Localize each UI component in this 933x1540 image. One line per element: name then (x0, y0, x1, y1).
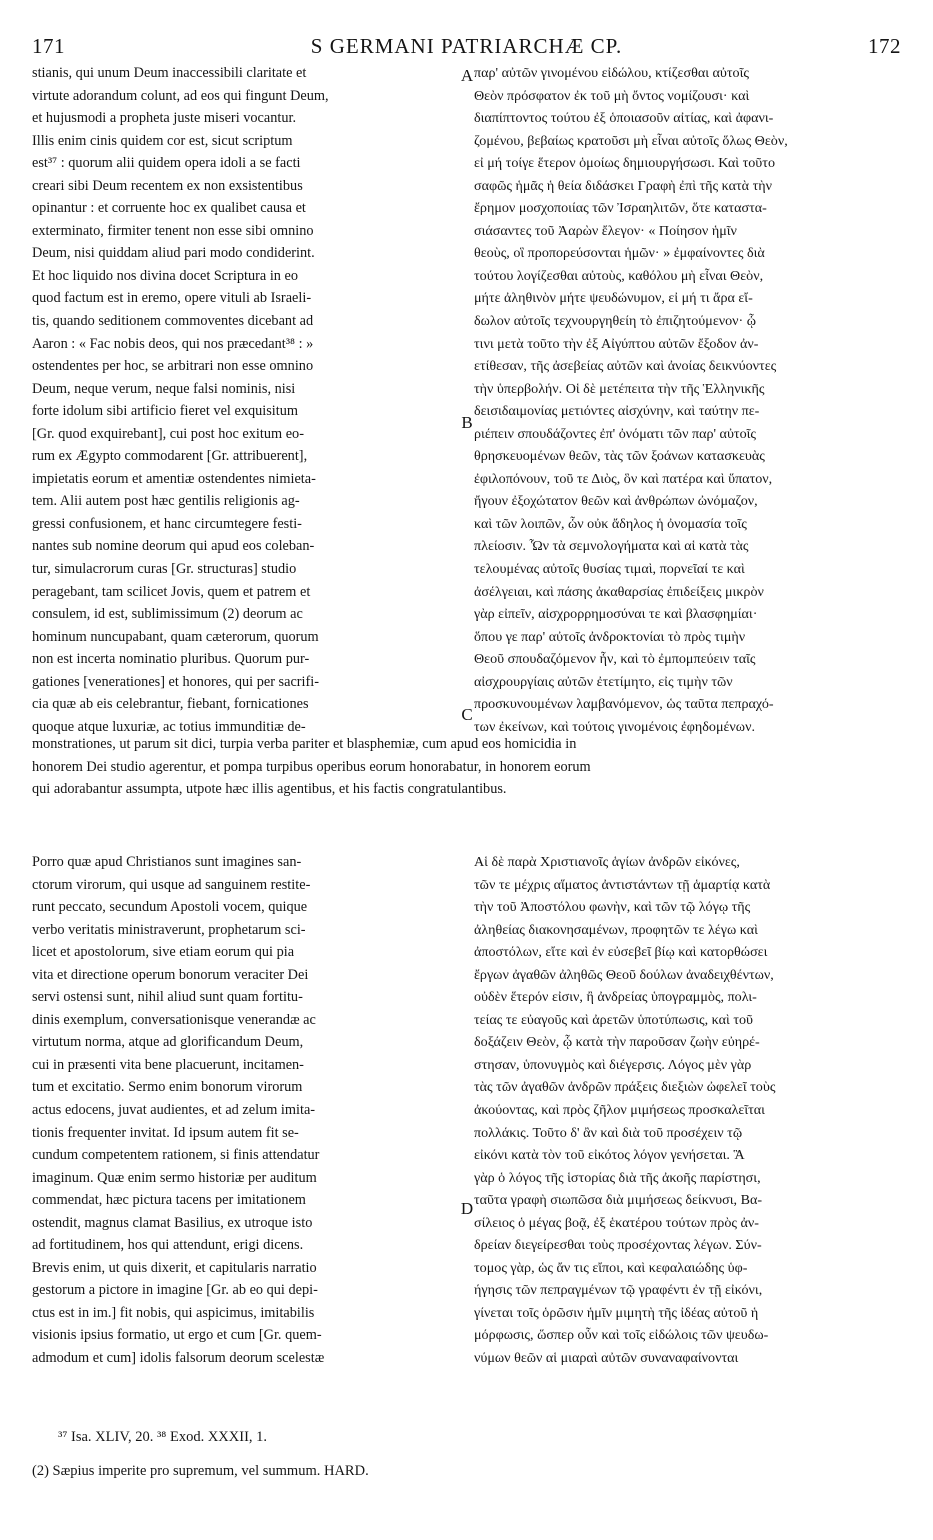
latin-line: quoque atque luxuriæ, ac totius immunditiæ de- (32, 718, 306, 735)
latin-line: virtutum norma, atque ad glorificandum Deum, (32, 1034, 304, 1051)
latin-line: creari sibi Deum recentem ex non exsistentibus (32, 177, 303, 194)
greek-line: αἰσχρουργίαις αὐτῶν ἐτετίμητο, εἰς τιμὴν τῶν (474, 673, 733, 690)
latin-line: opinantur : et corruente hoc ex qualibet causa et (32, 200, 306, 217)
latin-line: runt peccato, secundum Apostoli vocem, quique (32, 899, 308, 916)
greek-line: τείας τε εὐαγοῦς καὶ ἀρετῶν ὑποτύπωσις, καὶ τοῦ (474, 1011, 754, 1028)
latin-line: stianis, qui unum Deum inaccessibili claritate et (32, 65, 307, 81)
latin-line: tionis frequenter invitat. Id ipsum autem fit se- (32, 1124, 299, 1141)
latin-line: gressi confusionem, et hanc circumtegere festi- (32, 515, 302, 532)
page-number-right: 172 (868, 34, 901, 58)
greek-line: γίνεται τοῖς ὁρῶσιν ἡμῖν μιμητὴ τῆς ἰδέας αὐτοῦ ἡ (474, 1304, 759, 1321)
latin-line: ad fortitudinem, hos qui attendunt, erigi dicens. (32, 1237, 304, 1254)
greek-line: δρείαν διεγείρεσθαι τοὺς προσέχοντας λέγων. Σύν- (474, 1237, 762, 1254)
greek-line: των ἐκείνων, καὶ τούτοις γινομένοις ἐφηδομένων. (474, 718, 755, 735)
greek-line: ἀποστόλων, εἴτε καὶ ἐν εὐσεβεῖ βίῳ καὶ κατορθώσει (474, 944, 768, 961)
latin-line: admodum et cum] idolis falsorum deorum scelestæ (32, 1350, 325, 1367)
latin-line: Brevis enim, ut quis dixerit, et capitularis narratio (32, 1259, 317, 1276)
margin-letter-d: D (460, 1199, 474, 1218)
latin-line: tur, simulacrorum curas [Gr. structuras] studio (32, 561, 297, 578)
latin-line: commendat, hæc pictura tacens per imitationem (32, 1192, 306, 1209)
greek-line: γὰρ ὁ λόγος τῆς ἱστορίας διὰ τῆς ἀκοῆς παρίστησι, (474, 1169, 761, 1186)
greek-line: ἤγουν ἐξοχώτατον θεῶν καὶ ἀνθρώπων ὠνόμαζον, (474, 493, 758, 510)
greek-line: ἔρημον μοσχοποιίας τῶν Ἰσραηλιτῶν, ὅτε καταστα- (474, 200, 767, 217)
latin-line: Et hoc liquido nos divina docet Scriptura in eo (32, 267, 299, 284)
greek-line: διαπίπτοντος τούτου ἐξ ὁποιασοῦν αἰτίας, καὶ ἀφανι- (474, 110, 774, 127)
greek-line: σιάσαντες τοῦ Ἀαρὼν ἔλεγον· « Ποίησον ἡμῖν (474, 222, 737, 239)
latin-line: servi ostensi sunt, nihil aliud sunt quam fortitu- (32, 989, 303, 1006)
latin-line: visionis ipsius formatio, ut ergo et cum [Gr. quem- (32, 1327, 322, 1344)
greek-line: νύμων θεῶν αἱ μιαραὶ αὐτῶν συναναφαίνονται (474, 1350, 739, 1367)
greek-line: δοξάζειν Θεὸν, ᾧ κατὰ τὴν παροῦσαν ζωὴν εὐηρέ- (474, 1034, 760, 1051)
latin-line: verbo veritatis ministraverunt, prophetarum sci- (32, 921, 306, 938)
greek-line: τὴν ὑπερβολήν. Οἱ δὲ μετέπειτα τὴν τῆς Ἑλληνικῆς (474, 380, 765, 397)
latin-line: ctus est in im.] fit nobis, qui aspicimus, imitabilis (32, 1304, 315, 1321)
latin-line: virtute adorandum colunt, ad eos qui fingunt Deum, (32, 87, 329, 104)
latin-fullwidth-lines (32, 733, 901, 801)
greek-line: καὶ τῶν λοιπῶν, ὧν οὐκ ἄδηλος ἡ ὀνομασία τοῖς (474, 515, 747, 532)
page-number-left: 171 (32, 34, 65, 58)
greek-line: προσκυνουμένων λαμβανόμενον, ὡς ταῦτα πεπραχό- (474, 696, 774, 713)
margin-letter-c: C (461, 705, 473, 724)
greek-line: ὅπου γε παρ' αὐτοῖς ἀνδροκτονίαι τὸ πρὸς τιμὴν (474, 628, 746, 645)
latin-line: actus edocens, juvat audientes, et ad zelum imita- (32, 1102, 316, 1119)
greek-column-bottom (474, 851, 900, 1370)
latin-line: forte idolum sibi artificio fieret vel exquisitum (32, 403, 299, 420)
greek-line: σαφῶς ἡμᾶς ἡ θεία διδάσκει Γραφὴ ἐπὶ τῆς κατὰ τὴν (474, 177, 772, 194)
latin-line: dinis exemplum, conversationisque venerandæ ac (32, 1011, 316, 1028)
latin-line: honorem Dei studio agerentur, et pompa turpibus operibus eorum honorabatur, in honorem eorum (32, 758, 591, 775)
greek-line: τὴν τοῦ Ἀποστόλου φωνὴν, καὶ τῶν τῷ λόγῳ τῆς (474, 899, 751, 916)
greek-line: τὰς τῶν ἀγαθῶν ἀνδρῶν πράξεις διεξιὼν ὠφελεῖ τοὺς (474, 1079, 776, 1096)
greek-line: ταῦτα γραφὴ σιωπῶσα διὰ μιμήσεως δείκνυσι, Βα- (474, 1192, 763, 1209)
greek-line: ἀσέλγειαι, καὶ πάσης ἀκαθαρσίας ἐπιδείξεις μικρὸν (474, 583, 764, 600)
latin-line: tem. Alii autem post hæc gentilis religionis ag- (32, 493, 300, 510)
greek-line: οὐδὲν ἕτερόν εἰσιν, ἢ ἀνδρείας ὑπογραμμὸς, πολι- (474, 989, 757, 1006)
greek-line: θεοὺς, οἳ προπορεύσονται ἡμῶν· » ἐμφαίνοντες διὰ (474, 245, 765, 262)
latin-line: impietatis eorum et amentiæ ostendentes nimieta- (32, 470, 316, 487)
latin-line: tum et excitatio. Sermo enim bonorum virorum (32, 1079, 303, 1096)
latin-line: quod factum est in eremo, opere vituli ab Israeli- (32, 290, 312, 307)
latin-line: ostendentes per hoc, se arbitrari non esse omnino (32, 358, 314, 375)
latin-line: gationes [venerationes] et honores, qui per sacrifi- (32, 673, 320, 690)
margin-letter-b: B (461, 413, 473, 432)
latin-line: cundum competentem rationem, si finis attendatur (32, 1147, 320, 1164)
greek-line: γὰρ εἰπεῖν, αἰσχρορρημοσύναι τε καὶ βλασφημίαι· (474, 606, 758, 623)
latin-line: cui in præsenti vita bene placuerunt, incitamen- (32, 1056, 304, 1073)
latin-line: tis, quando seditionem commoventes dicebant ad (32, 313, 314, 330)
running-title: S GERMANI PATRIARCHÆ CP. (310, 34, 623, 58)
latin-line: licet et apostolorum, sive etiam eorum qui pia (32, 944, 295, 961)
greek-line: Θεὸν πρόσφατον ἐκ τοῦ μὴ ὄντος νομίζουσι· καὶ (474, 87, 750, 104)
running-header (32, 34, 901, 64)
greek-line: πλείοσιν. Ὧν τὰ σεμνολογήματα καὶ αἱ κατὰ τὰς (474, 538, 749, 555)
latin-line: est³⁷ : quorum alii quidem opera idoli a se facti (32, 155, 301, 172)
greek-line: δωλον αὐτοῖς τεχνουργηθείη τὸ ἐπιζητούμενον· ᾧ (474, 313, 757, 330)
footnote-note: (2) Sæpius imperite pro supremum, vel summum. HARD. (32, 1463, 369, 1479)
latin-column-top (32, 62, 459, 738)
latin-line: non est incerta nominatio pluribus. Quorum pur- (32, 651, 310, 668)
greek-line: τῶν τε μέχρις αἵματος ἀντιστάντων τῇ ἁμαρτίᾳ κατὰ (474, 876, 771, 893)
greek-line: ἔργων ἀγαθῶν ἀληθῶς Θεοῦ δούλων ἀναδειχθέντων, (474, 966, 774, 983)
greek-line: ετίθεσαν, τῆς ἀσεβείας αὐτῶν καὶ ἀνοίας δεικνύοντες (474, 358, 777, 375)
latin-line: exterminato, firmiter tenent non esse sibi omnino (32, 222, 314, 239)
footnote-references: ³⁷ Isa. XLIV, 20. ³⁸ Exod. XXXII, 1. (58, 1429, 268, 1445)
greek-line: ἐφιλοπόνουν, τοῦ τε Διὸς, ὃν καὶ πατέρα καὶ ὕπατον, (474, 470, 773, 487)
greek-line: τομος γὰρ, ὡς ἄν τις εἴποι, καὶ κεφαλαιώδης ὑφ- (474, 1259, 748, 1276)
latin-line: [Gr. quod exquirebant], cui post hoc exitum eo- (32, 425, 304, 442)
latin-line: peragebant, tam scilicet Jovis, quem et patrem et (32, 583, 311, 600)
greek-line: δεισιδαιμονίας μετιόντες αἰσχύνην, καὶ ταύτην πε- (474, 403, 760, 420)
latin-line: Deum, neque verum, neque falsi nominis, nisi (32, 380, 296, 397)
latin-line: Deum, nisi quiddam aliud pari modo condiderint. (32, 245, 315, 262)
greek-line: μήτε ἀληθινὸν μήτε ψευδώνυμον, εἰ μή τι ἄρα εἴ- (474, 290, 753, 307)
greek-line: θρησκευομένων θεῶν, τὰς τῶν ξοάνων κατασκευὰς (474, 448, 765, 465)
latin-line: gestorum a pictore in imagine [Gr. ab eo qui depi- (32, 1282, 318, 1299)
latin-line: imaginum. Quæ enim sermo historiæ per auditum (32, 1169, 317, 1186)
latin-line: nantes sub nomine deorum qui apud eos coleban- (32, 538, 315, 555)
greek-line: ριέπειν σπουδάζοντες ἐπ' ὀνόματι τῶν παρ' αὐτοῖς (474, 425, 757, 442)
latin-line: monstrationes, ut parum sit dici, turpia verba pariter et blasphemiæ, cum apud eos homicidia in (32, 736, 577, 752)
margin-letter-a: A (460, 66, 474, 85)
latin-line: rum ex Ægypto commodarent [Gr. attribuerent], (32, 448, 308, 465)
greek-line: ζομένου, βεβαίως κρατοῦσι μὴ εἶναι αὐτοῖς ὅλως Θεὸν, (474, 132, 788, 149)
latin-line: Porro quæ apud Christianos sunt imagines san- (32, 854, 302, 870)
greek-line: πολλάκις. Τοῦτο δ' ἂν καὶ διὰ τοῦ προσέχειν τῷ (474, 1124, 743, 1141)
greek-line: εἰκόνι κατὰ τὸν τοῦ εἰκότος λόγον γενήσεται. Ἃ (474, 1147, 745, 1164)
greek-line: τούτου λογίζεσθαι αὐτοὺς, καθόλου μὴ εἶναι Θεὸν, (474, 267, 764, 284)
latin-line: ctorum virorum, qui usque ad sanguinem restite- (32, 876, 311, 893)
latin-column-bottom (32, 851, 459, 1370)
latin-line: consulem, id est, sublimissimum (2) deorum ac (32, 606, 303, 623)
latin-line: hominum nuncupabant, quam cæterorum, quorum (32, 628, 319, 645)
latin-line: Illis enim cinis quidem cor est, sicut scriptum (32, 132, 293, 149)
greek-line: εἰ μή τοίγε ἕτερον ὁμοίως δημιουργήσωσι. Καὶ τοῦτο (474, 155, 775, 172)
greek-line: τινι μετὰ τοῦτο τὴν ἐξ Αἰγύπτου αὐτῶν ἔξοδον ἀν- (474, 335, 759, 352)
latin-line: qui adorabantur assumpta, utpote hæc illis agentibus, et his factis congratulantibus. (32, 781, 507, 798)
greek-line: Αἱ δὲ παρὰ Χριστιανοῖς ἁγίων ἀνδρῶν εἰκόνες, (474, 854, 740, 870)
greek-line: ἀκούοντας, καὶ πρὸς ζῆλον μιμήσεως προσκαλεῖται (474, 1102, 765, 1119)
greek-line: σίλειος ὁ μέγας βοᾷ, ἐξ ἑκατέρου τούτων πρὸς ἀν- (474, 1214, 759, 1231)
greek-line: ἀληθείας διακονησαμένων, προφητῶν τε λέγω καὶ (474, 921, 758, 938)
greek-line: Θεοῦ σπουδαζόμενον ἦν, καὶ τὸ ἐμπομπεύειν ταῖς (474, 651, 756, 668)
latin-line: et hujusmodi a propheta juste miseri vocantur. (32, 110, 297, 127)
latin-line: cia quæ ab eis celebrantur, fiebant, fornicationes (32, 696, 309, 713)
greek-line: στησαν, ὑπονυγμὸς καὶ διέγερσις. Λόγος μὲν γὰρ (474, 1056, 752, 1073)
latin-line: Aaron : « Fac nobis deos, qui nos præcedant³⁸ : » (32, 335, 314, 352)
greek-line: τελουμένας αὐτοῖς θυσίας τιμαὶ, πορνεῖαί τε καὶ (474, 561, 745, 578)
greek-column-top (474, 62, 900, 738)
greek-line: παρ' αὐτῶν γινομένου εἰδώλου, κτίζεσθαι αὐτοῖς (474, 65, 749, 81)
greek-line: ήγησις τῶν πεπραγμένων τῷ γραφέντι ἐν τῇ εἰκόνι, (474, 1282, 763, 1299)
greek-line: μόρφωσις, ὥσπερ οὖν καὶ τοῖς εἰδώλοις τῶν ψευδω- (474, 1327, 769, 1344)
latin-line: vita et directione operum bonorum veraciter Dei (32, 966, 309, 983)
latin-line: ostendit, magnus clamat Basilius, ex utroque isto (32, 1214, 313, 1231)
